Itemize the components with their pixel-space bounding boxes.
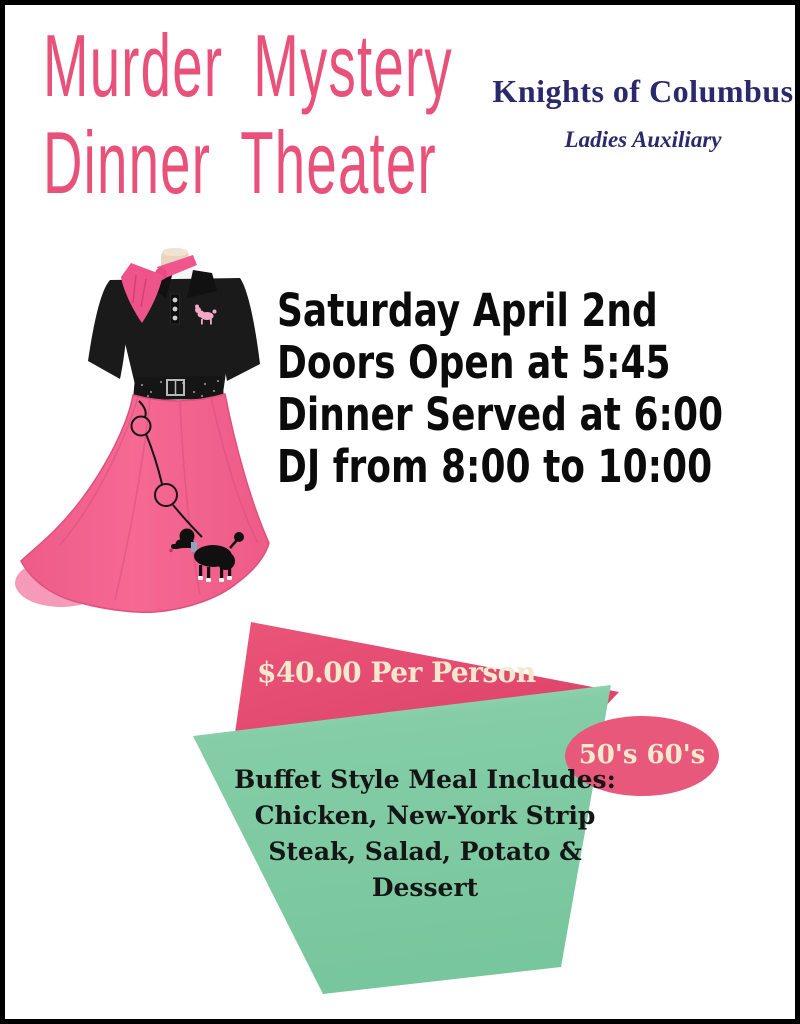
organization-subtitle: Ladies Auxiliary (564, 127, 722, 152)
sequin-belt (133, 376, 224, 400)
event-details (277, 285, 723, 493)
black-polo-shirt (88, 270, 260, 393)
title-line-2: Dinner Theater (43, 113, 437, 212)
polo-placket (171, 294, 180, 324)
menu-line: Buffet Style Meal Includes: (234, 765, 616, 794)
page-title (43, 17, 453, 211)
event-detail-line: Saturday April 2nd (277, 284, 658, 337)
era-badge-label: 50's 60's (578, 740, 706, 770)
menu-line: Dessert (371, 873, 479, 902)
event-detail-line: Doors Open at 5:45 (277, 336, 671, 389)
poodle-skirt-outfit-image (15, 245, 275, 620)
event-detail-line: Dinner Served at 6:00 (277, 388, 724, 441)
event-detail-line: DJ from 8:00 to 10:00 (277, 440, 713, 493)
menu-text (215, 762, 635, 906)
menu-line: Chicken, New-York Strip (254, 801, 596, 830)
organization-block (483, 73, 800, 153)
organization-name: Knights of Columbus (492, 73, 794, 109)
menu-line: Steak, Salad, Potato & (268, 837, 582, 866)
title-line-1: Murder Mystery (43, 16, 453, 115)
price-label: $40.00 Per Person (257, 656, 536, 689)
